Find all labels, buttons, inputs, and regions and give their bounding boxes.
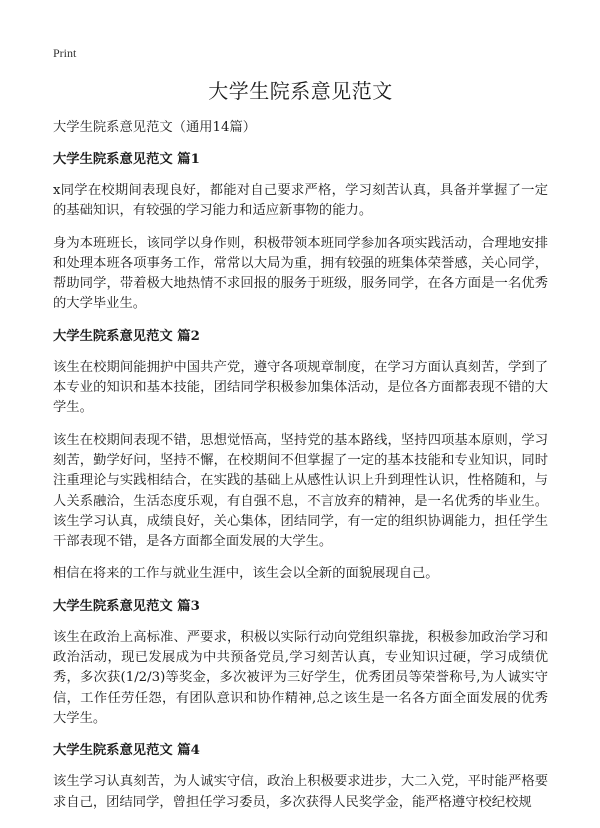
print-link[interactable]: Print bbox=[53, 46, 77, 60]
section-heading: 大学生院系意见范文 篇3 bbox=[53, 598, 200, 614]
section-heading: 大学生院系意见范文 篇4 bbox=[53, 743, 200, 759]
section-1 bbox=[53, 150, 548, 315]
paragraph: x同学在校期间表现良好，都能对自己要求严格，学习刻苦认真，具备并掌握了一定的基础知识，有较强的学习能力和适应新事物的能力。 bbox=[53, 183, 548, 219]
section-4 bbox=[53, 741, 548, 813]
paragraph: 身为本班班长，该同学以身作则，积极带领本班同学参加各项实践活动，合理地安排和处理本班各项事务工作，常常以大局为重，拥有较强的班集体荣誉感，关心同学，帮助同学，带着极大地热情不求回报的服务于班级，服务同学，在各方面是一名优秀的大学毕业生。 bbox=[53, 235, 548, 312]
section-heading: 大学生院系意见范文 篇1 bbox=[53, 152, 200, 167]
document-subtitle: 大学生院系意见范文（通用14篇） bbox=[53, 120, 257, 135]
paragraph: 相信在将来的工作与就业生涯中，该生会以全新的面貌展现自己。 bbox=[53, 566, 439, 582]
document-title: 大学生院系意见范文 bbox=[208, 79, 393, 103]
section-2 bbox=[53, 327, 548, 585]
paragraph: 该生学习认真刻苦，为人诚实守信，政治上积极要求进步，大二入党，平时能严格要求自己，团结同学，曾担任学习委员，多次获得人民奖学金，能严格遵守校纪校规 bbox=[53, 774, 548, 810]
section-3 bbox=[53, 597, 548, 729]
paragraph: 该生在政治上高标准、严要求，积极以实际行动向党组织靠拢，积极参加政治学习和政治活动，现已发展成为中共预备党员,学习刻苦认真，专业知识过硬，学习成绩优秀，多次获(1/2/3)等奖金，多次被评为三好学生，优秀团员等荣誉称号,为人诚实守信，工作任劳任怨，有团队意识和协作精神,总之该生是一名各方面全面发展的优秀大学生。 bbox=[53, 629, 548, 726]
paragraph: 该生在校期间表现不错，思想觉悟高，坚持党的基本路线，坚持四项基本原则，学习刻苦，勤学好问，坚持不懈，在校期间不但掌握了一定的基本技能和专业知识，同时注重理论与实践相结合，在实践的基础上从感性认识上升到理性认识，性格随和，与人关系融洽，生活态度乐观，有自强不息，不言放弃的精神，是一名优秀的毕业生。该生学习认真，成绩良好，关心集体，团结同学，有一定的组织协调能力，担任学生干部表现不错，是各方面都全面发展的大学生。 bbox=[53, 432, 548, 550]
paragraph: 该生在校期间能拥护中国共产党，遵守各项规章制度，在学习方面认真刻苦，学到了本专业的知识和基本技能，团结同学积极参加集体活动，是位各方面都表现不错的大学生。 bbox=[53, 359, 548, 416]
section-heading: 大学生院系意见范文 篇2 bbox=[53, 328, 200, 344]
